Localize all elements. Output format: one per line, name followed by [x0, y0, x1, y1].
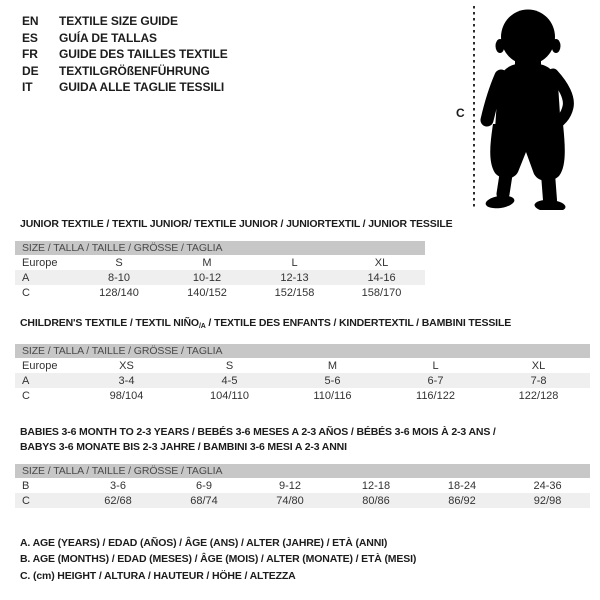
language-code: ES — [22, 30, 38, 45]
table-cell: 5-6 — [281, 373, 384, 388]
row-label: A — [15, 270, 75, 285]
table-cell: XL — [531, 359, 546, 372]
footnote-b: B. AGE (MONTHS) / EDAD (MESES) / ÂGE (MOIS) / ALTER (MONATE) / ETÀ (MESI) — [20, 553, 417, 566]
table-row — [15, 373, 590, 388]
title-subscript: /A — [198, 323, 206, 330]
children-section-title — [20, 316, 511, 332]
language-code: FR — [22, 47, 38, 62]
table-cell: 24-36 — [533, 479, 562, 492]
table-cell: 92/98 — [505, 493, 590, 508]
list-item — [22, 63, 228, 80]
list-item — [22, 79, 228, 96]
language-code: DE — [22, 63, 39, 78]
title-text: / TEXTILE DES ENFANTS / KINDERTEXTIL / BAMBINI TESSILE — [205, 317, 512, 329]
language-code: IT — [22, 80, 33, 95]
table-cell: 122/128 — [518, 389, 559, 402]
language-label: TEXTILE SIZE GUIDE — [59, 14, 178, 28]
table-cell: 86/92 — [419, 493, 505, 508]
table-cell: S — [115, 256, 123, 269]
table-cell: 98/104 — [109, 389, 144, 402]
table-row — [15, 285, 425, 300]
table-cell: M — [327, 359, 338, 372]
row-label: Europe — [22, 359, 58, 372]
baby-silhouette-icon — [479, 4, 579, 210]
table-row — [15, 270, 425, 285]
footnote-c: C. (cm) HEIGHT / ALTURA / HAUTEUR / HÖHE / ALTEZZA — [20, 569, 296, 582]
table-cell: L — [291, 256, 298, 269]
list-item — [22, 13, 228, 30]
table-cell: S — [225, 359, 234, 372]
table-cell: 8-10 — [75, 270, 163, 285]
table-cell: 12-13 — [251, 270, 338, 285]
footnote-a: A. AGE (YEARS) / EDAD (AÑOS) / ÂGE (ANS) / ALTER (JAHRE) / ETÀ (ANNI) — [20, 537, 388, 549]
footnotes-block — [20, 535, 416, 584]
children-size-table — [15, 344, 590, 403]
size-header-bar: SIZE / TALLA / TAILLE / GRÖSSE / TAGLIA — [15, 241, 425, 255]
table-cell: 10-12 — [163, 270, 251, 285]
table-cell: 6-7 — [384, 373, 487, 388]
table-cell: L — [432, 359, 439, 372]
table-cell: 152/158 — [274, 286, 315, 299]
row-label: C — [22, 389, 30, 402]
language-title-list — [22, 13, 228, 96]
table-cell: 14-16 — [338, 270, 425, 285]
language-label: GUIDE DES TAILLES TEXTILE — [59, 47, 228, 62]
table-row — [15, 358, 590, 373]
table-cell: XL — [374, 256, 389, 269]
table-cell: M — [202, 256, 212, 269]
table-cell: 3-6 — [110, 479, 126, 492]
table-cell: 116/122 — [416, 389, 455, 402]
table-row — [15, 478, 590, 493]
table-cell: 62/68 — [75, 493, 161, 508]
height-measure-label: C — [456, 106, 465, 120]
list-item — [22, 46, 228, 63]
table-cell: XS — [119, 359, 134, 372]
row-label: C — [15, 493, 75, 508]
babies-size-table — [15, 464, 590, 508]
row-label: Europe — [22, 256, 58, 269]
table-header-row — [15, 344, 590, 358]
table-cell: 68/74 — [161, 493, 247, 508]
table-cell: 104/110 — [210, 389, 249, 402]
table-cell: 80/86 — [333, 493, 419, 508]
table-cell: 18-24 — [447, 479, 477, 492]
language-label: GUÍA DE TALLAS — [59, 30, 157, 45]
language-label: TEXTILGRÖßENFÜHRUNG — [59, 63, 210, 78]
table-cell: 7-8 — [487, 373, 590, 388]
table-cell: 4-5 — [178, 373, 281, 388]
height-measure-dotted-line — [473, 6, 475, 207]
size-header-bar: SIZE / TALLA / TAILLE / GRÖSSE / TAGLIA — [15, 464, 590, 478]
row-label: C — [22, 286, 30, 299]
table-row — [15, 255, 425, 270]
table-cell: 6-9 — [196, 479, 212, 492]
row-label: B — [22, 479, 30, 492]
language-code: EN — [22, 14, 39, 28]
table-cell: 74/80 — [247, 493, 333, 508]
title-line: BABYS 3-6 MONATE BIS 2-3 JAHRE / BAMBINI 3-6 MESI A 2-3 ANNI — [20, 441, 347, 453]
junior-section-title: JUNIOR TEXTILE / TEXTIL JUNIOR/ TEXTILE JUNIOR / JUNIORTEXTIL / JUNIOR TESSILE — [20, 218, 453, 230]
title-line: BABIES 3-6 MONTH TO 2-3 YEARS / BEBÉS 3-6 MESES A 2-3 AÑOS / BÉBÉS 3-6 MOIS À 2-3 ANS / — [20, 426, 496, 438]
table-cell: 3-4 — [75, 373, 178, 388]
table-cell: 128/140 — [99, 286, 139, 299]
junior-size-table — [15, 241, 425, 300]
table-cell: 9-12 — [278, 479, 302, 492]
list-item — [22, 30, 228, 47]
size-header-bar: SIZE / TALLA / TAILLE / GRÖSSE / TAGLIA — [15, 344, 590, 358]
language-label: GUIDA ALLE TAGLIE TESSILI — [59, 80, 225, 95]
table-cell: 110/116 — [313, 389, 352, 402]
table-header-row — [15, 241, 425, 255]
row-label: A — [15, 373, 75, 388]
table-cell: 140/152 — [187, 286, 227, 299]
table-header-row — [15, 464, 590, 478]
table-cell: 12-18 — [361, 479, 391, 492]
table-row — [15, 493, 590, 508]
table-cell: 158/170 — [361, 286, 402, 299]
table-row — [15, 388, 590, 403]
title-text: CHILDREN'S TEXTILE / TEXTIL NIÑO — [20, 317, 199, 329]
babies-section-title — [20, 425, 496, 455]
